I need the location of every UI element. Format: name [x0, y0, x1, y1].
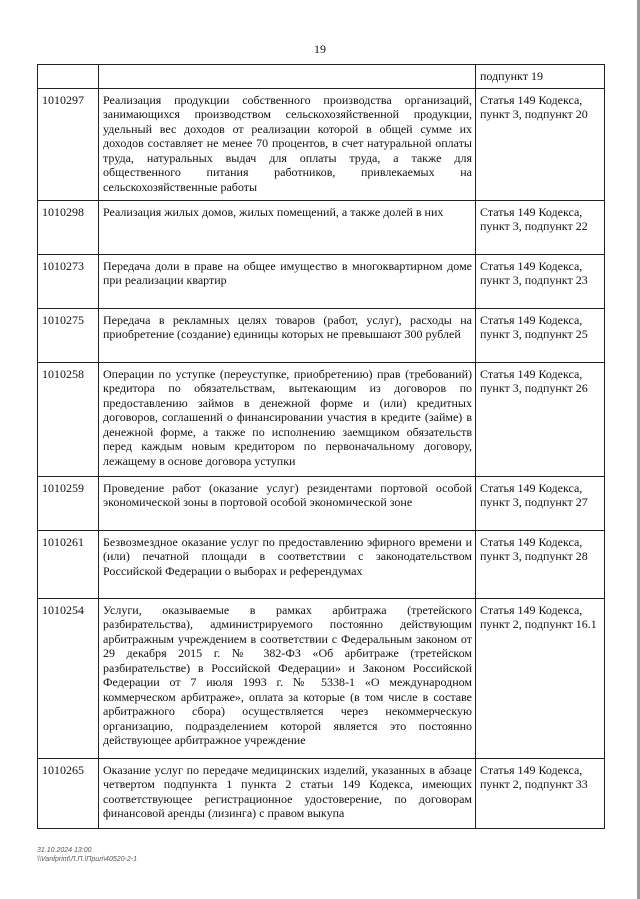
table-row: [38, 200, 605, 254]
row-reference: Статья 149 Кодекса, пункт 3, подпункт 22: [476, 200, 605, 254]
table-row: [38, 254, 605, 308]
row-code: 1010259: [38, 476, 99, 530]
row-reference: Статья 149 Кодекса, пункт 2, подпункт 33: [476, 758, 605, 828]
row-code: 1010298: [38, 200, 99, 254]
table-row: [38, 88, 605, 200]
table-row: [38, 308, 605, 362]
page-number: 19: [314, 42, 326, 56]
table-row: [38, 598, 605, 758]
row-description: Передача доли в праве на общее имущество в многоквартирном доме при реализации квартир: [99, 254, 476, 308]
row-reference: Статья 149 Кодекса, пункт 2, подпункт 16.1: [476, 598, 605, 758]
row-reference: Статья 149 Кодекса, пункт 3, подпункт 27: [476, 476, 605, 530]
row-description: Безвозмездное оказание услуг по предоставлению эфирного времени и (или) печатной площади в соответствии с законодательством Российской Федерации о выборах и референдумах: [99, 530, 476, 598]
print-footer: [37, 846, 137, 864]
row-reference: Статья 149 Кодекса, пункт 3, подпункт 23: [476, 254, 605, 308]
row-description: Оказание услуг по передаче медицинских изделий, указанных в абзаце четвертом подпункта 1 пункта 2 статьи 149 Кодекса, имеющих соответствующее регистрационное удостоверение, по договорам финансовой аренды (лизинга) с правом выкупа: [99, 758, 476, 828]
row-code: 1010275: [38, 308, 99, 362]
row-reference: Статья 149 Кодекса, пункт 3, подпункт 28: [476, 530, 605, 598]
footer-file-path: \\Vanfprint\Л.П.\Прил\40520-2-1: [37, 856, 137, 863]
row-code: 1010258: [38, 362, 99, 476]
document-table: [37, 64, 605, 829]
row-description: Проведение работ (оказание услуг) резидентами портовой особой экономической зоны в портовой особой экономической зоне: [99, 476, 476, 530]
row-description: Услуги, оказываемые в рамках арбитража (третейского разбирательства), администрируемого постоянно действующим арбитражным учреждением в соответствии с Федеральным законом от 29 декабря 2015 г. № 382-ФЗ «Об арбитраже (третейском разбирательстве) в Российской Федерации» и Законом Российской Федерации от 7 июля 1993 г. № 5338-1 «О международном коммерческом арбитраже», оплата за которые (в том числе в составе арбитражного сбора) осуществляется через некоммерческую организацию, подразделением которой является это постоянно действующее арбитражное учреждение: [99, 598, 476, 758]
table-row: [38, 65, 605, 89]
footer-timestamp: 31.10.2024 13:00: [37, 847, 92, 854]
row-description: Передача в рекламных целях товаров (работ, услуг), расходы на приобретение (создание) единицы которых не превышают 300 рублей: [99, 308, 476, 362]
row-code: 1010273: [38, 254, 99, 308]
row-code: 1010297: [38, 88, 99, 200]
row-reference: Статья 149 Кодекса, пункт 3, подпункт 20: [476, 88, 605, 200]
table-row: [38, 476, 605, 530]
row-code: 1010254: [38, 598, 99, 758]
row-description: [99, 65, 476, 89]
row-description: Реализация продукции собственного производства организаций, занимающихся производством сельскохозяйственной продукции, удельный вес доходов от реализации которой в общей сумме их доходов составляет не менее 70 процентов, в счет натуральной оплаты труда, натуральных выдач для оплаты труда, а также для общественного питания работников, привлекаемых на сельскохозяйственные работы: [99, 88, 476, 200]
row-description: Операции по уступке (переуступке, приобретению) прав (требований) кредитора по обязательствам, вытекающим из договоров по предоставлению займов в денежной форме и (или) кредитных договоров, соглашений о финансировании участия в кредите (займе) в денежной форме, а также по исполнению заемщиком обязательств перед каждым новым кредитором по первоначальному договору, лежащему в основе договора уступки: [99, 362, 476, 476]
row-reference: Статья 149 Кодекса, пункт 3, подпункт 26: [476, 362, 605, 476]
row-code: 1010261: [38, 530, 99, 598]
table-row: [38, 362, 605, 476]
row-code: [38, 65, 99, 89]
row-reference: Статья 149 Кодекса, пункт 3, подпункт 25: [476, 308, 605, 362]
row-reference: подпункт 19: [476, 65, 605, 89]
table-row: [38, 758, 605, 828]
row-description: Реализация жилых домов, жилых помещений, а также долей в них: [99, 200, 476, 254]
table-row: [38, 530, 605, 598]
row-code: 1010265: [38, 758, 99, 828]
